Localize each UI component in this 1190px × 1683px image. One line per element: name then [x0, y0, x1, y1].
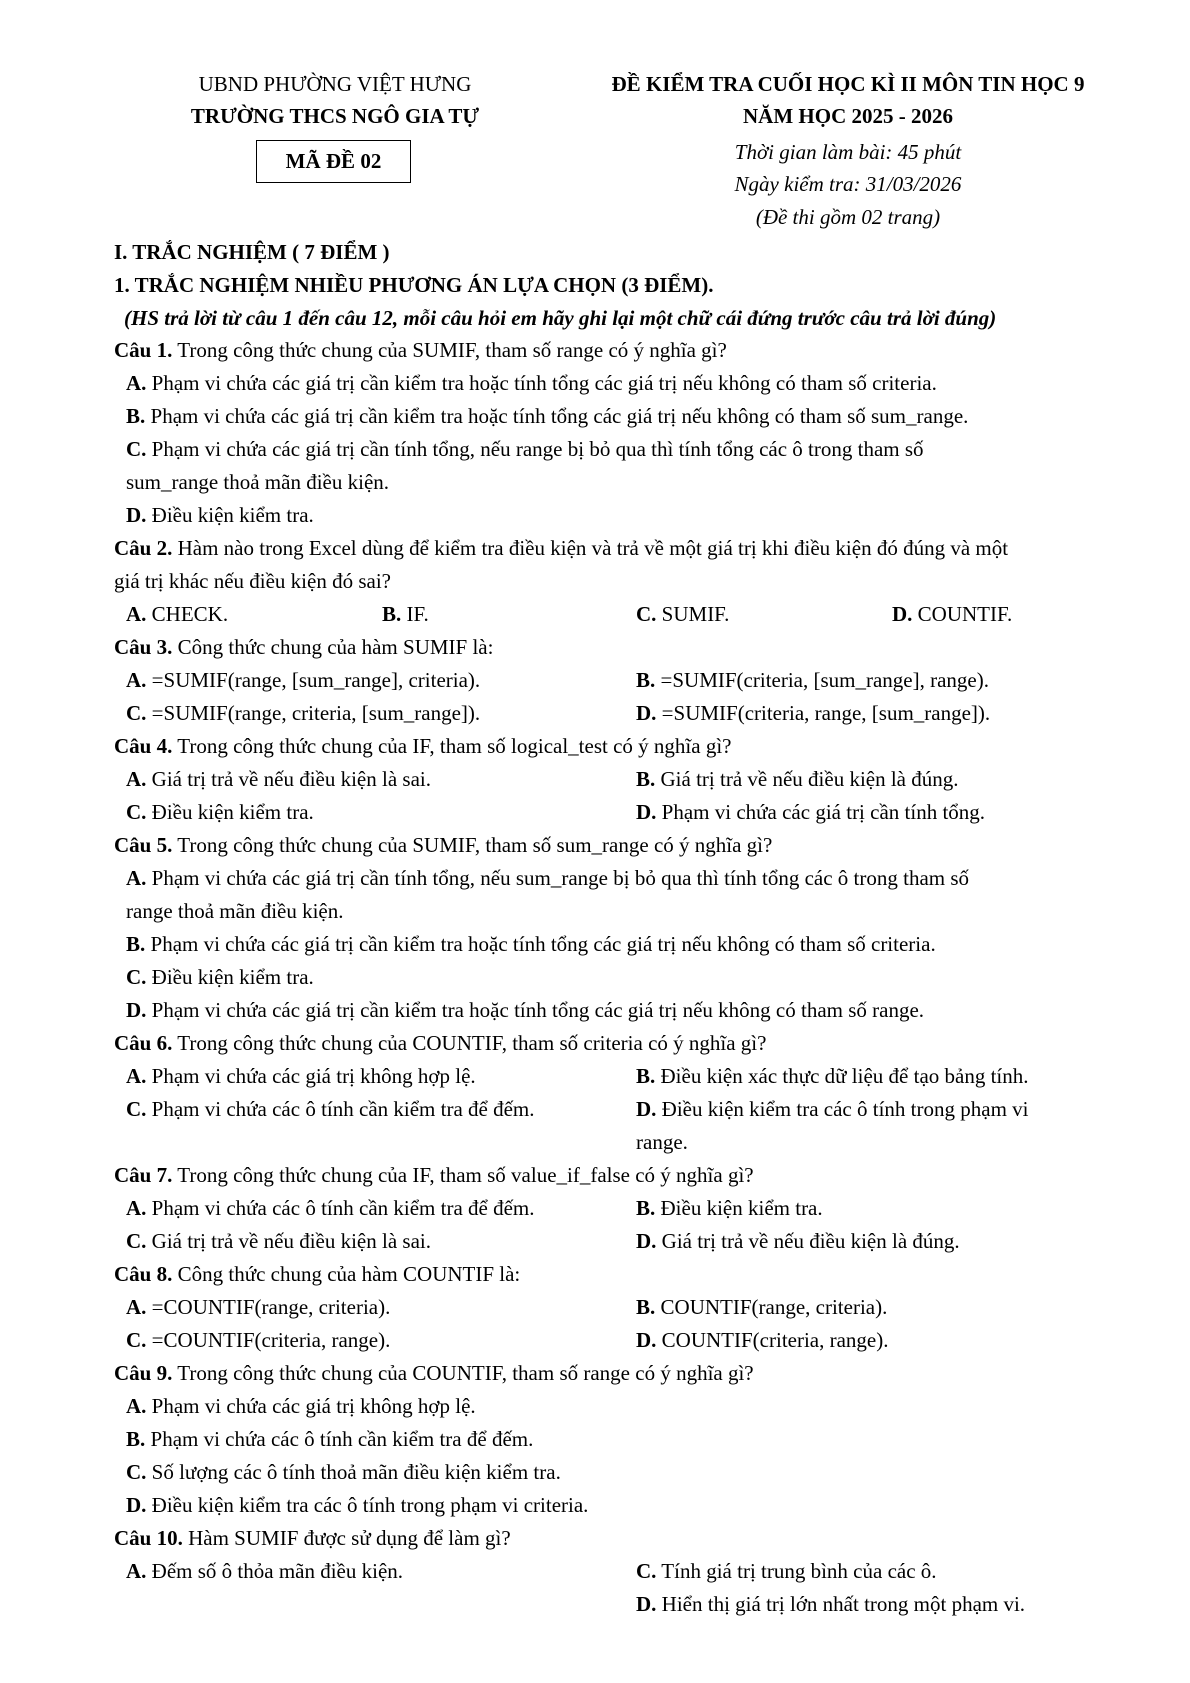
option-2a — [126, 602, 228, 627]
option-label: A. — [126, 602, 147, 626]
option-2c — [636, 602, 729, 627]
option-text: COUNTIF(range, criteria). — [655, 1295, 888, 1319]
option-text: Phạm vi chứa các ô tính cần kiểm tra để đếm. — [145, 1427, 534, 1451]
option-7c — [126, 1229, 431, 1254]
option-label: A. — [126, 668, 147, 692]
option-text: Phạm vi chứa các giá trị cần kiểm tra hoặc tính tổng các giá trị nếu không có tham số range. — [146, 998, 925, 1022]
question-4 — [114, 734, 731, 759]
question-text: Trong công thức chung của IF, tham số logical_test có ý nghĩa gì? — [172, 734, 732, 758]
exam-code-box: MÃ ĐỀ 02 — [256, 140, 411, 183]
question-text: Hàm SUMIF được sử dụng để làm gì? — [182, 1526, 511, 1550]
option-9c — [126, 1460, 561, 1485]
question-6 — [114, 1031, 766, 1056]
option-label: B. — [126, 1427, 146, 1451]
option-label: C. — [126, 1097, 147, 1121]
option-label: D. — [126, 503, 147, 527]
school-year: NĂM HỌC 2025 - 2026 — [743, 104, 953, 128]
question-label: Câu 3. — [114, 635, 173, 659]
option-label: B. — [126, 404, 146, 428]
option-text: Điều kiện xác thực dữ liệu để tạo bảng tính. — [655, 1064, 1029, 1088]
option-label: A. — [126, 767, 147, 791]
option-3d — [636, 701, 990, 726]
question-text: Công thức chung của hàm SUMIF là: — [172, 635, 494, 659]
option-text: COUNTIF(criteria, range). — [656, 1328, 889, 1352]
option-5a-continuation: range thoả mãn điều kiện. — [126, 899, 344, 923]
option-text: Điều kiện kiểm tra. — [146, 800, 314, 824]
option-text: Phạm vi chứa các giá trị cần kiểm tra hoặc tính tổng các giá trị nếu không có tham số sum_range. — [145, 404, 969, 428]
question-1 — [114, 338, 727, 363]
option-text: =SUMIF(range, criteria, [sum_range]). — [146, 701, 481, 725]
question-2-continuation: giá trị khác nếu điều kiện đó sai? — [114, 569, 391, 593]
option-text: Điều kiện kiểm tra. — [146, 965, 314, 989]
option-text: =COUNTIF(range, criteria). — [146, 1295, 391, 1319]
option-text: Hiển thị giá trị lớn nhất trong một phạm vi. — [656, 1592, 1026, 1616]
option-text: Phạm vi chứa các ô tính cần kiểm tra để đếm. — [146, 1097, 535, 1121]
option-text: Đếm số ô thỏa mãn điều kiện. — [146, 1559, 404, 1583]
school-name: TRƯỜNG THCS NGÔ GIA TỰ — [190, 104, 480, 128]
option-2b — [382, 602, 429, 627]
option-8b — [636, 1295, 887, 1320]
option-6d — [636, 1097, 1029, 1122]
option-label: A. — [126, 371, 147, 395]
option-label: B. — [636, 668, 656, 692]
question-text: Trong công thức chung của COUNTIF, tham số range có ý nghĩa gì? — [172, 1361, 754, 1385]
option-10a — [126, 1559, 403, 1584]
option-label: D. — [636, 1328, 657, 1352]
exam-duration: Thời gian làm bài: 45 phút — [734, 140, 962, 164]
option-1b — [126, 404, 968, 429]
option-label: A. — [126, 1559, 147, 1583]
option-5c — [126, 965, 314, 990]
option-text: Phạm vi chứa các giá trị cần kiểm tra hoặc tính tổng các giá trị nếu không có tham số criteria. — [146, 371, 937, 395]
option-6b — [636, 1064, 1029, 1089]
option-6d-continuation: range. — [636, 1130, 688, 1154]
option-3c — [126, 701, 480, 726]
question-text: Công thức chung của hàm COUNTIF là: — [172, 1262, 521, 1286]
question-label: Câu 7. — [114, 1163, 173, 1187]
option-text: Giá trị trả về nếu điều kiện là sai. — [146, 767, 431, 791]
section-instruction: (HS trả lời từ câu 1 đến câu 12, mỗi câu hỏi em hãy ghi lại một chữ cái đứng trước câu trả lời đúng) — [124, 306, 997, 330]
question-text: Trong công thức chung của COUNTIF, tham số criteria có ý nghĩa gì? — [172, 1031, 767, 1055]
question-label: Câu 4. — [114, 734, 173, 758]
option-text: Điều kiện kiểm tra các ô tính trong phạm vi criteria. — [146, 1493, 589, 1517]
option-1c — [126, 437, 924, 462]
option-label: D. — [636, 701, 657, 725]
option-text: Điều kiện kiểm tra các ô tính trong phạm vi — [656, 1097, 1029, 1121]
question-10 — [114, 1526, 511, 1551]
option-1c-continuation: sum_range thoả mãn điều kiện. — [126, 470, 390, 494]
option-7b — [636, 1196, 823, 1221]
option-label: B. — [126, 932, 146, 956]
option-label: C. — [126, 965, 147, 989]
option-label: C. — [636, 1559, 657, 1583]
option-text: Phạm vi chứa các giá trị cần tính tổng, nếu range bị bỏ qua thì tính tổng các ô trong tham số — [146, 437, 924, 461]
option-9d — [126, 1493, 588, 1518]
option-text: Phạm vi chứa các giá trị cần tính tổng. — [656, 800, 986, 824]
section-title: I. TRẮC NGHIỆM ( 7 ĐIỂM ) — [114, 240, 390, 264]
option-label: A. — [126, 1295, 147, 1319]
option-10c — [636, 1559, 937, 1584]
option-label: B. — [636, 1064, 656, 1088]
option-4c — [126, 800, 314, 825]
option-label: C. — [126, 1460, 147, 1484]
option-4d — [636, 800, 985, 825]
option-text: =SUMIF(criteria, range, [sum_range]). — [656, 701, 991, 725]
question-label: Câu 6. — [114, 1031, 173, 1055]
option-1d — [126, 503, 314, 528]
option-label: C. — [126, 701, 147, 725]
option-label: C. — [636, 602, 657, 626]
option-label: A. — [126, 1064, 147, 1088]
option-text: Phạm vi chứa các giá trị cần tính tổng, nếu sum_range bị bỏ qua thì tính tổng các ô trong tham số — [146, 866, 970, 890]
question-label: Câu 8. — [114, 1262, 173, 1286]
option-5a — [126, 866, 969, 891]
option-9b — [126, 1427, 533, 1452]
option-label: B. — [636, 767, 656, 791]
question-label: Câu 9. — [114, 1361, 173, 1385]
option-text: Điều kiện kiểm tra. — [655, 1196, 823, 1220]
question-3 — [114, 635, 493, 660]
question-text: Trong công thức chung của SUMIF, tham số range có ý nghĩa gì? — [172, 338, 727, 362]
option-label: D. — [892, 602, 913, 626]
option-text: =SUMIF(range, [sum_range], criteria). — [146, 668, 481, 692]
option-6a — [126, 1064, 476, 1089]
question-label: Câu 10. — [114, 1526, 183, 1550]
option-text: Giá trị trả về nếu điều kiện là đúng. — [655, 767, 959, 791]
option-label: B. — [636, 1196, 656, 1220]
option-label: D. — [636, 1592, 657, 1616]
question-7 — [114, 1163, 754, 1188]
option-text: =COUNTIF(criteria, range). — [146, 1328, 391, 1352]
question-text: Trong công thức chung của IF, tham số value_if_false có ý nghĩa gì? — [172, 1163, 754, 1187]
section-subtitle: 1. TRẮC NGHIỆM NHIỀU PHƯƠNG ÁN LỰA CHỌN (3 ĐIỂM). — [114, 273, 714, 297]
question-8 — [114, 1262, 520, 1287]
option-text: Giá trị trả về nếu điều kiện là đúng. — [656, 1229, 960, 1253]
option-text: Phạm vi chứa các giá trị cần kiểm tra hoặc tính tổng các giá trị nếu không có tham số criteria. — [145, 932, 936, 956]
option-text: Phạm vi chứa các giá trị không hợp lệ. — [146, 1394, 476, 1418]
option-5d — [126, 998, 924, 1023]
exam-date: Ngày kiểm tra: 31/03/2026 — [734, 172, 962, 196]
option-label: A. — [126, 866, 147, 890]
question-5 — [114, 833, 772, 858]
option-label: B. — [382, 602, 402, 626]
option-3a — [126, 668, 480, 693]
option-text: Điều kiện kiểm tra. — [146, 503, 314, 527]
option-label: C. — [126, 1328, 147, 1352]
option-6c — [126, 1097, 535, 1122]
question-2 — [114, 536, 1008, 561]
option-8d — [636, 1328, 889, 1353]
option-8c — [126, 1328, 390, 1353]
option-10d — [636, 1592, 1025, 1617]
option-8a — [126, 1295, 390, 1320]
option-text: Phạm vi chứa các giá trị không hợp lệ. — [146, 1064, 476, 1088]
option-3b — [636, 668, 989, 693]
exam-title: ĐỀ KIỂM TRA CUỐI HỌC KÌ II MÔN TIN HỌC 9 — [611, 72, 1085, 96]
option-label: C. — [126, 437, 147, 461]
question-label: Câu 5. — [114, 833, 173, 857]
question-label: Câu 2. — [114, 536, 173, 560]
option-label: C. — [126, 800, 147, 824]
option-label: A. — [126, 1196, 147, 1220]
option-text: CHECK. — [146, 602, 229, 626]
option-text: Tính giá trị trung bình của các ô. — [656, 1559, 937, 1583]
option-label: B. — [636, 1295, 656, 1319]
option-9a — [126, 1394, 476, 1419]
option-label: D. — [636, 800, 657, 824]
option-7a — [126, 1196, 535, 1221]
option-label: D. — [126, 1493, 147, 1517]
option-text: SUMIF. — [656, 602, 730, 626]
option-2d — [892, 602, 1012, 627]
option-1a — [126, 371, 937, 396]
option-text: COUNTIF. — [912, 602, 1013, 626]
option-5b — [126, 932, 936, 957]
option-label: D. — [636, 1097, 657, 1121]
option-label: A. — [126, 1394, 147, 1418]
option-label: D. — [636, 1229, 657, 1253]
option-label: D. — [126, 998, 147, 1022]
question-9 — [114, 1361, 754, 1386]
option-7d — [636, 1229, 960, 1254]
option-text: IF. — [401, 602, 429, 626]
option-text: =SUMIF(criteria, [sum_range], range). — [655, 668, 989, 692]
authority-name: UBND PHƯỜNG VIỆT HƯNG — [198, 72, 472, 96]
option-text: Phạm vi chứa các ô tính cần kiểm tra để đếm. — [146, 1196, 535, 1220]
question-text: Hàm nào trong Excel dùng để kiểm tra điều kiện và trả về một giá trị khi điều kiện đó đúng và một — [172, 536, 1009, 560]
pages-note: (Đề thi gồm 02 trang) — [755, 205, 941, 229]
option-4a — [126, 767, 431, 792]
option-text: Giá trị trả về nếu điều kiện là sai. — [146, 1229, 431, 1253]
option-4b — [636, 767, 959, 792]
option-label: C. — [126, 1229, 147, 1253]
question-text: Trong công thức chung của SUMIF, tham số sum_range có ý nghĩa gì? — [172, 833, 773, 857]
option-text: Số lượng các ô tính thoả mãn điều kiện kiểm tra. — [146, 1460, 561, 1484]
question-label: Câu 1. — [114, 338, 173, 362]
